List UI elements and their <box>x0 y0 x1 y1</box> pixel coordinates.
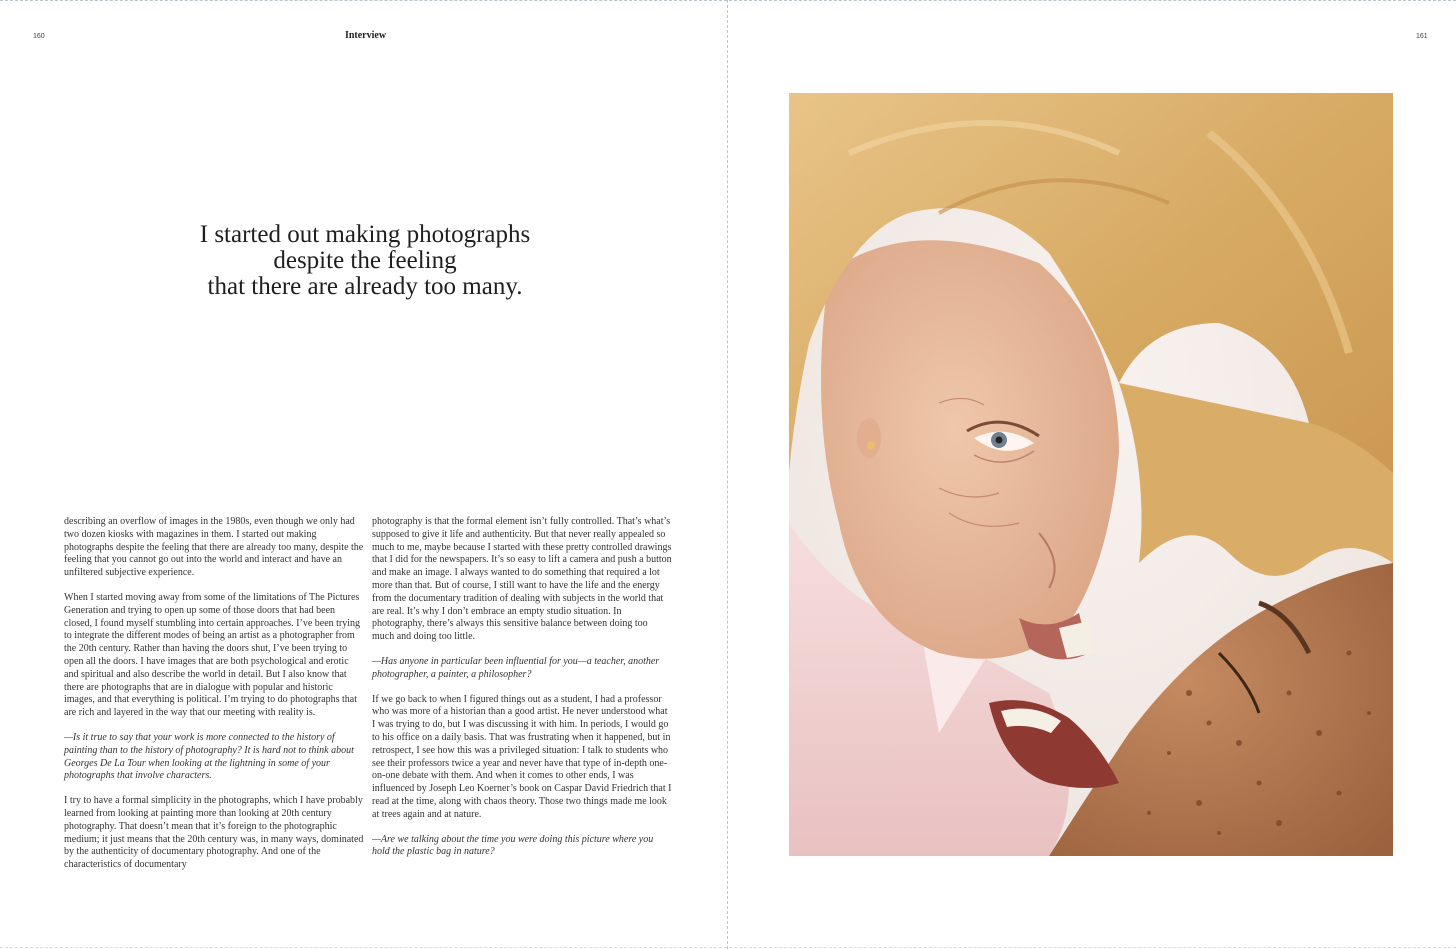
pull-quote-line: despite the feeling <box>273 247 457 274</box>
text-column-2 <box>372 516 672 871</box>
question-paragraph: —Is it true to say that your work is more connected to the history of painting than to the history of photography? It is hard not to think about Georges De La Tour when looking at the lightning in some of your photographs that involve characters. <box>64 731 354 782</box>
page-number-right: 161 <box>1416 33 1428 40</box>
answer-paragraph: describing an overflow of images in the 1980s, even though we only had two dozen kiosks with magazines in them. I started out making photographs despite the feeling that there are already too many, despite the feeling that you cannot go out into the world and interact and have an unfiltered subjective experience. <box>64 516 364 579</box>
left-page <box>0 0 727 949</box>
section-title: Interview <box>344 30 387 41</box>
question-paragraph: —Has anyone in particular been influential for you—a teacher, another photographer, a painter, a philosopher? <box>372 655 660 680</box>
portrait-illustration <box>789 93 1393 856</box>
page-number-left: 160 <box>33 33 45 40</box>
answer-paragraph: If we go back to when I figured things out as a student, I had a professor who was more of a historian than a good artist. He never understood what I was trying to do, but I was discussing it with him. In periods, I would go to his office on a daily basis. That was frustrating when it happened, but in retrospect, I see how this was a privileged situation: I talk to students who see their professors twice a year and never have that type of in-depth one-on-one debate with them. And when it comes to other ends, I was influenced by Joseph Leo Koerner’s book on Caspar David Friedrich that I read at the time, along with chaos theory. Those two things made me look at trees again and at nature. <box>372 693 672 820</box>
right-page <box>728 0 1456 949</box>
text-column-1 <box>64 516 364 884</box>
answer-paragraph: photography is that the formal element isn’t fully controlled. That’s what’s supposed to give it life and authenticity. But that never really appealed so much to me, maybe because I started with these pretty controlled drawings that I did for the newspapers. It’s so easy to lift a camera and push a button and make an image. I always wanted to do something that required a lot more than that. But of course, I still want to have the life and the energy from the documentary tradition of dealing with subjects in the world that are real. It’s why I don’t embrace an empty studio situation. In photography, there’s always this sensitive balance between doing too much and doing too little. <box>372 516 672 643</box>
answer-paragraph: I try to have a formal simplicity in the photographs, which I have probably learned from looking at painting more than looking at 20th century photography. That doesn’t mean that it’s foreign to the photographic medium; it just means that the 20th century was, in many ways, dominated by the authenticity of documentary photography. And one of the characteristics of documentary <box>64 795 364 871</box>
question-paragraph: —Are we talking about the time you were doing this picture where you hold the plastic bag in nature? <box>372 833 654 858</box>
answer-paragraph: When I started moving away from some of the limitations of The Pictures Generation and trying to open up some of those doors that had been closed, I found myself stumbling into certain approaches. I’ve been trying to integrate the different modes of being an artist as a photographer from the 20th century. Rather than having the doors shut, I’ve been trying to open all the doors. I have images that are both psychological and erotic and spiritual and also describe the world in detail. But I also know that there are photographs that are in dialogue with popular and historic images, and that everything is political. I’m trying to do photographs that are rich and layered in the way that our meeting with reality is. <box>64 591 361 719</box>
portrait-photograph <box>789 93 1393 856</box>
pull-quote-line: I started out making photographs <box>199 221 531 248</box>
pull-quote <box>40 222 690 300</box>
pull-quote-line: that there are already too many. <box>207 273 523 300</box>
